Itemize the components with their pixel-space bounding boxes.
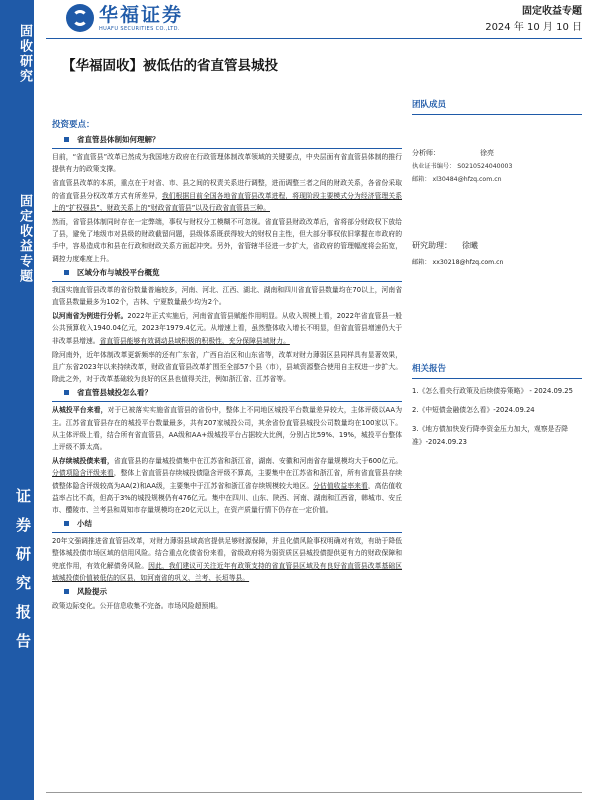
subheading-rule — [52, 532, 402, 533]
paragraph — [52, 600, 402, 612]
subheading-3 — [52, 387, 402, 398]
analyst-role: 分析师： — [412, 149, 440, 157]
paragraph — [52, 216, 402, 265]
section-title-key-points: 投资要点： — [52, 120, 95, 130]
sidebar-label-topic: 固定收益专题 — [17, 194, 32, 284]
subheading-text: 风险提示 — [77, 587, 107, 597]
square-bullet-icon — [64, 270, 69, 275]
subheading-text: 省直管县体制如何理解？ — [77, 135, 160, 144]
right-column — [412, 98, 582, 455]
subheading-text: 区域分布与城投平台概览 — [77, 267, 160, 277]
paragraph — [52, 151, 402, 175]
text: 2022年正式实施后，河南省直管县赋能作用明显。从收入规模上看，2022年省直管县一般公共预算收入1940.04亿元，2023年1979.4亿元。从增速上看，虽然整体收入增长不明显，但省直管县增速仍大于非改革县增速。 — [52, 312, 402, 345]
assistant-name: 徐曦 — [462, 241, 478, 250]
text: 除河南外，近年体制改革更新频率的还有广东省，广西自治区和山东省等，改革对财力薄弱区县同样具有显著效果，且广东省2023年以来持续改革，财政省直管县改革扩围至全部57个县（市），县域资源整合使用自主权进一步扩大。除此之外，对于改革基础较为良好的区县也值得关注，例如浙江省、江苏省等。 — [52, 350, 402, 384]
bold-text: 从存续城投债来看， — [52, 457, 114, 466]
logo-chinese-name: 华福证券 — [99, 4, 184, 26]
text: 然而，省管县体制同时存在一定弊端，事权与财权分工模糊不可忽视。省直管县财政改革后，省将部分财政权下放给了县，避免了地级市对县级的财政截留问题，县级体系既获得较大的财权自主性，但大部分事权依旧掌握在市政府的手中，容易造成市和县在行政和财政关系方面起冲突。另外，省管辖半径进一步扩大，省政府的管理幅度将会拓宽，调控力度难度上升。 — [52, 218, 402, 263]
related-report-item[interactable]: 2.《中短债金融债怎么看》-2024.09.24 — [412, 406, 535, 414]
analyst-name: 徐亮 — [480, 149, 494, 157]
related-reports-list — [412, 385, 582, 449]
subheading-rule — [52, 401, 402, 402]
underlined-text: 分估值收益率来看 — [313, 481, 368, 490]
text: 省直管县的存量城投债集中在江苏省和浙江省，湖南、安徽和河南省存量规模均大于600亿元。 — [113, 457, 402, 466]
underlined-text: 我们根据目前全国各地省直管县改革进程，将现阶段主要模式分为经济管理关系上的“扩权强县”、财政关系上的“财政省直管县”以及行政省直管县三种。 — [52, 191, 403, 212]
subheading-4 — [52, 518, 402, 529]
subheading-5 — [52, 586, 402, 597]
report-date: 2024 年 10 月 10 日 — [485, 22, 582, 33]
subheading-rule — [52, 281, 402, 282]
paragraph — [52, 455, 402, 516]
underlined-text: 因此，我们建议可关注近年有政策支持的省直管县区域及有良好省直管县改革基础区域城投债价值被低估的区县，如河南省的巩义、兰考、长垣等县。 — [52, 561, 403, 582]
main-column — [52, 118, 402, 614]
bold-text: 以河南省为例进行分析。 — [52, 312, 128, 321]
underlined-text: 分债项隐含评级来看 — [52, 469, 114, 478]
text: 目前，“省直管县”改革已然成为我国地方政府在行政管理体制改革领域的关键要点，中央层面有省直管县体制的推行提供有力的政策支撑。 — [52, 153, 402, 174]
text: 政策边际变化。公开信息收集不完备。市场风险超预期。 — [52, 602, 222, 611]
paragraph — [52, 349, 402, 386]
analyst-block — [412, 147, 582, 186]
header-meta — [485, 4, 582, 36]
left-sidebar — [0, 0, 34, 800]
related-reports-title: 相关报告 — [412, 362, 582, 379]
company-logo — [66, 4, 183, 32]
square-bullet-icon — [64, 137, 69, 142]
header-divider — [46, 38, 582, 39]
logo-mark-icon — [66, 4, 94, 32]
paragraph — [52, 310, 402, 347]
paragraph — [52, 177, 402, 214]
text: 对于已被落实实施省直管县的省份中，整体上不同地区城投平台数量差异较大，主体评级以AA为主。江苏省直管县存在的城投平台数量最多，共有207家城投公司，其余省份直管县城投公司数量均在100家以下。从主体评级上看，结合所有省直管县，AA级和AA+级城投平台占据较大比例，分别占比59%、19%，城投平台整体上评级不算太高。 — [52, 406, 402, 452]
text: 省直管县改革的本质，重点在于对省、市、县之间的权责关系进行调整，进而调整三者之间的财政关系，各省份采取的省直管县分权改革方式有所差异， — [52, 179, 402, 200]
paragraph — [52, 535, 402, 584]
subheading-rule — [52, 148, 402, 149]
text: ，整体上省直管县存续城投债隐含评级不算高，主要集中在江苏省和浙江省，所有省直管县存续债整体隐含评级较高为AA(2)和AA级，主要集中于江苏省和浙江省存续规模较大地区。 — [52, 469, 403, 490]
team-title: 团队成员 — [412, 98, 582, 115]
report-title: 【华福固收】被低估的省直管县城投 — [62, 58, 278, 74]
subheading-text: 小结 — [77, 519, 92, 529]
report-type: 固定收益专题 — [522, 6, 582, 17]
underlined-text: 省直管县能够有效调动县域积极的积极性，充分保障县域财力。 — [99, 336, 290, 345]
text: 20年文强调推进省直管县改革，对财力薄弱县域高官提供足够财源保障，并且化债风险事权明确对有效，有助于降低整体城投债市场区域的信用风险。结合重点化债省份来看，省级政府将为弱资质区县城投债提供更有力的财政保障和兜底作用，有效化解债务风险。 — [52, 537, 402, 570]
analyst-email[interactable]: 邮箱： xl30484@hfzq.com.cn — [412, 176, 502, 183]
related-report-item[interactable]: 3.《地方债加快发行降李资金压力加大，观察是否降准》-2024.09.23 — [412, 425, 569, 446]
subheading-text: 省直管县城投怎么看？ — [77, 388, 152, 398]
paragraph — [52, 404, 402, 453]
logo-english-name: HUAFU SECURITIES CO.,LTD. — [99, 26, 180, 32]
assistant-email[interactable]: 邮箱： xx30218@hfzq.com.cn — [412, 259, 504, 266]
certificate-number: 执业证书编号： S0210524040003 — [412, 163, 513, 170]
subheading-1 — [52, 134, 402, 145]
subheading-2 — [52, 267, 402, 278]
sidebar-label-research: 固收研究 — [17, 24, 32, 84]
related-report-item[interactable]: 1.《怎么看央行政策及后续债券策略》 - 2024.09.25 — [412, 387, 573, 395]
assistant-role: 研究助理： — [412, 241, 452, 250]
square-bullet-icon — [64, 589, 69, 594]
text: ，高估值收益率占比不高，但高于3%的城投规模仍有476亿元。集中在四川、山东、陕西、河南、湖南和江西省，韩城市、安丘市、醴陵市、兰考县和周知市存量规模均在20亿元以上，在资产质量行情下仍存在一定价值。 — [52, 481, 403, 515]
paragraph — [52, 284, 402, 308]
footer-divider — [46, 792, 582, 793]
sidebar-label-report: 证券研究报告 — [14, 488, 32, 662]
assistant-block — [412, 240, 582, 266]
square-bullet-icon — [64, 521, 69, 526]
square-bullet-icon — [64, 390, 69, 395]
text: 我国实施直管县改革的省份数量普遍较多，河南、河北、江西、湖北、湖南和四川省直管县数量均在70以上，河南省直管县数量最多为102个，吉林、宁夏数量最少均为2个。 — [52, 285, 402, 307]
bold-text: 从城投平台来看， — [52, 406, 108, 415]
